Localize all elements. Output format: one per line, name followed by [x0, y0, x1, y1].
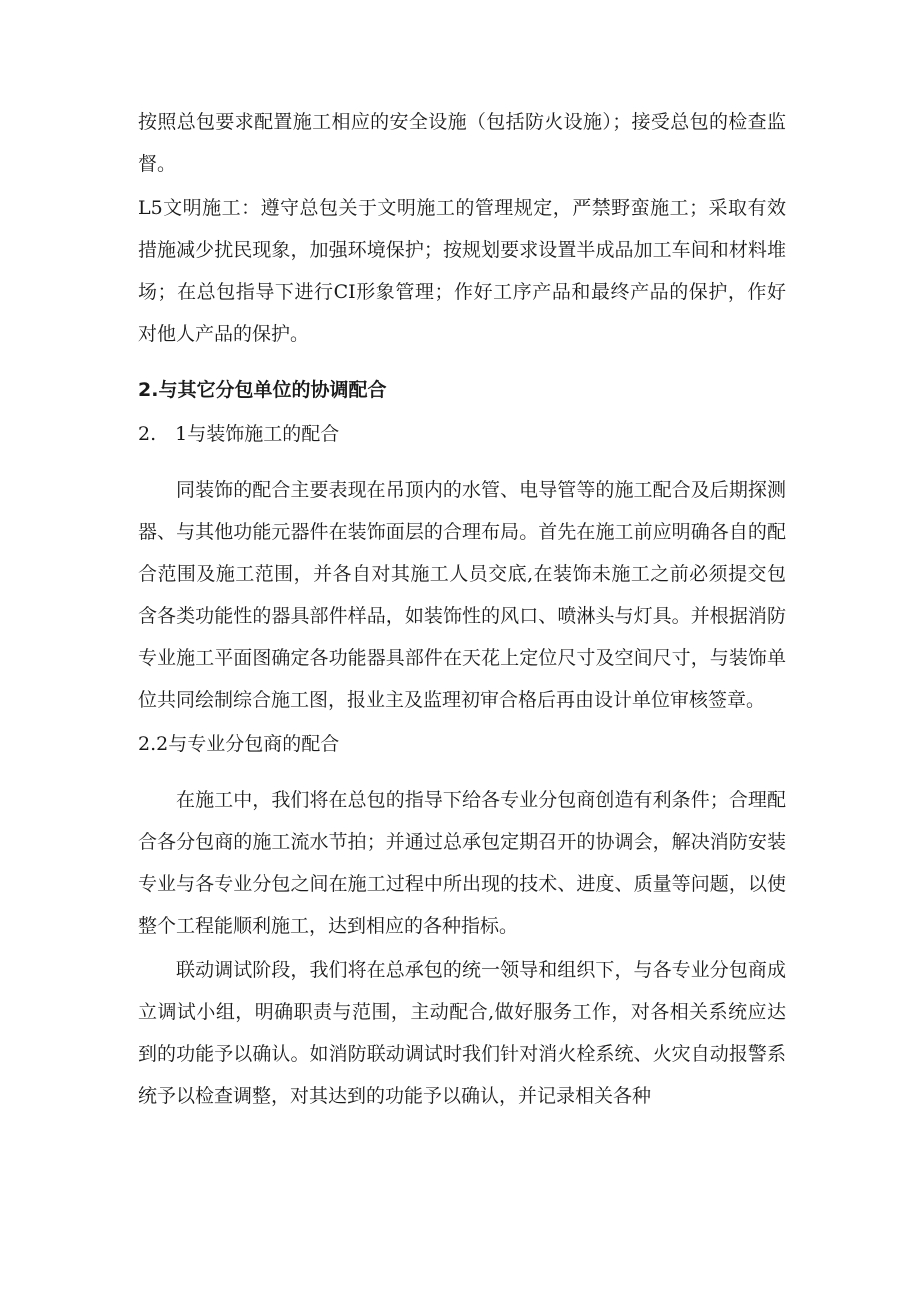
subsection-heading-decoration: 2. 1与装饰施工的配合: [138, 423, 340, 445]
paragraph-subcontractor-cooperation: 在施工中，我们将在总包的指导下给各专业分包商创造有利条件；合理配合各分包商的施工流水节拍；并通过总承包定期召开的协调会，解决消防安装专业与各专业分包之间在施工过程中所出现的技术、进度、质量等问题，以使整个工程能顺利施工，达到相应的各种指标。: [138, 789, 786, 937]
subsection-heading-subcontractor: 2.2与专业分包商的配合: [138, 733, 340, 755]
section-heading-coordination: 2.与其它分包单位的协调配合: [138, 379, 387, 401]
paragraph-joint-debugging: 联动调试阶段，我们将在总承包的统一领导和组织下，与各专业分包商成立调试小组，明确职责与范围，主动配合,做好服务工作，对各相关系统应达到的功能予以确认。如消防联动调试时我们针对消火栓系统、火灾自动报警系统予以检查调整，对其达到的功能予以确认，并记录相关各种: [138, 959, 786, 1107]
paragraph-decoration-cooperation: 同装饰的配合主要表现在吊顶内的水管、电导管等的施工配合及后期探测器、与其他功能元器件在装饰面层的合理布局。首先在施工前应明确各自的配合范围及施工范围，并各自对其施工人员交底,在装饰未施工之前必须提交包含各类功能性的器具部件样品，如装饰性的风口、喷淋头与灯具。并根据消防专业施工平面图确定各功能器具部件在天花上定位尺寸及空间尺寸，与装饰单位共同绘制综合施工图，报业主及监理初审合格后再由设计单位审核签章。: [138, 479, 786, 711]
paragraph-civilized-construction: L5文明施工：遵守总包关于文明施工的管理规定，严禁野蛮施工；采取有效措施减少扰民现象，加强环境保护；按规划要求设置半成品加工车间和材料堆场；在总包指导下进行CI形象管理；作好工序产品和最终产品的保护，作好对他人产品的保护。: [138, 197, 786, 345]
paragraph-safety-facilities: 按照总包要求配置施工相应的安全设施（包括防火设施）；接受总包的检查监督。: [138, 111, 786, 175]
document-body: [138, 101, 786, 1117]
